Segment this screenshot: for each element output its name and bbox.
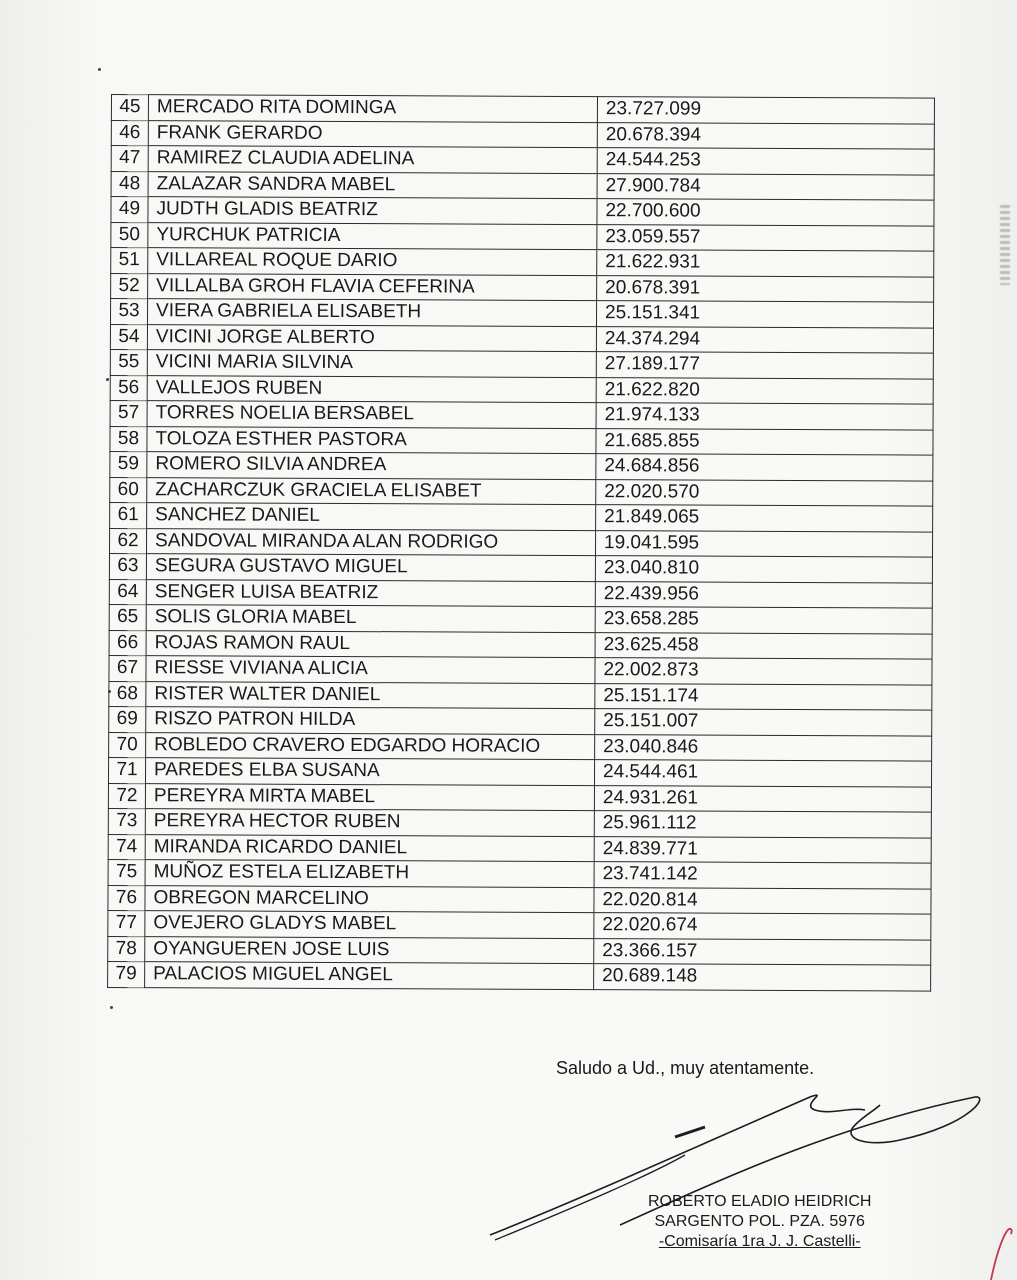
person-name: SEGURA GUSTAVO MIGUEL bbox=[146, 554, 595, 581]
person-name: MERCADO RITA DOMINGA bbox=[148, 95, 597, 122]
speck bbox=[98, 68, 101, 71]
row-number: 46 bbox=[111, 120, 148, 146]
table-row bbox=[108, 783, 931, 812]
person-name: ROJAS RAMON RAUL bbox=[146, 630, 595, 657]
document-number: 24.544.461 bbox=[594, 760, 931, 787]
row-number: 72 bbox=[108, 783, 145, 809]
table-row bbox=[108, 834, 931, 863]
table-row bbox=[111, 146, 934, 175]
table-row bbox=[110, 502, 933, 531]
row-number: 50 bbox=[111, 222, 148, 248]
person-name: VIERA GABRIELA ELISABETH bbox=[147, 299, 596, 326]
row-number: 61 bbox=[110, 502, 147, 528]
row-number: 75 bbox=[108, 859, 145, 885]
person-name: OYANGUEREN JOSE LUIS bbox=[145, 936, 594, 963]
closing-salutation: Saludo a Ud., muy atentamente. bbox=[556, 1058, 815, 1078]
person-name: TOLOZA ESTHER PASTORA bbox=[147, 426, 596, 453]
table-row bbox=[108, 910, 931, 939]
document-number: 24.374.294 bbox=[596, 326, 933, 353]
row-number: 63 bbox=[109, 553, 146, 579]
document-number: 25.151.174 bbox=[595, 683, 932, 710]
document-number: 21.622.931 bbox=[597, 250, 934, 277]
table-row bbox=[110, 400, 933, 429]
document-number: 24.931.261 bbox=[594, 785, 931, 812]
document-number: 23.741.142 bbox=[594, 862, 931, 889]
document-number: 25.151.007 bbox=[595, 709, 932, 736]
table-row bbox=[108, 936, 931, 965]
table-row bbox=[109, 732, 932, 761]
table-row bbox=[110, 426, 933, 455]
table-row bbox=[108, 961, 931, 990]
speck bbox=[110, 1006, 113, 1009]
table-row bbox=[111, 273, 934, 302]
document-number: 24.684.856 bbox=[596, 454, 933, 481]
document-number: 20.678.394 bbox=[597, 122, 934, 149]
table-row bbox=[111, 248, 934, 277]
row-number: 64 bbox=[109, 579, 146, 605]
bleed-through-smudge bbox=[1000, 205, 1010, 285]
row-number: 67 bbox=[109, 655, 146, 681]
person-name: TORRES NOELIA BERSABEL bbox=[147, 401, 596, 428]
person-name: SENGER LUISA BEATRIZ bbox=[146, 579, 595, 606]
table-row bbox=[110, 349, 933, 378]
red-pen-mark bbox=[985, 1225, 1015, 1280]
signatory-name: ROBERTO ELADIO HEIDRICH bbox=[648, 1193, 872, 1210]
document-number: 19.041.595 bbox=[595, 530, 932, 557]
document-number: 22.020.674 bbox=[594, 913, 931, 940]
table-row bbox=[109, 604, 932, 633]
person-name: VILLAREAL ROQUE DARIO bbox=[148, 248, 597, 275]
person-name: MIRANDA RICARDO DANIEL bbox=[145, 834, 594, 861]
document-number: 23.059.557 bbox=[597, 224, 934, 251]
signatory-office: -Comisaría 1ra J. J. Castelli- bbox=[658, 1233, 861, 1250]
person-name: VILLALBA GROH FLAVIA CEFERINA bbox=[148, 273, 597, 300]
row-number: 47 bbox=[111, 146, 148, 172]
document-number: 23.625.458 bbox=[595, 632, 932, 659]
row-number: 55 bbox=[110, 349, 147, 375]
row-number: 74 bbox=[108, 834, 145, 860]
document-number: 21.849.065 bbox=[596, 505, 933, 532]
table-row bbox=[108, 757, 931, 786]
table-row bbox=[108, 859, 931, 888]
document-number: 23.658.285 bbox=[595, 607, 932, 634]
row-number: 59 bbox=[110, 451, 147, 477]
document-number: 27.900.784 bbox=[597, 173, 934, 200]
document-number: 20.678.391 bbox=[597, 275, 934, 302]
person-name: RISZO PATRON HILDA bbox=[146, 707, 595, 734]
person-name: ZALAZAR SANDRA MABEL bbox=[148, 171, 597, 198]
table-row bbox=[109, 579, 932, 608]
person-name: JUDTH GLADIS BEATRIZ bbox=[148, 197, 597, 224]
document-number: 23.727.099 bbox=[597, 97, 934, 124]
row-number: 79 bbox=[108, 961, 145, 987]
person-name: MUÑOZ ESTELA ELIZABETH bbox=[145, 860, 594, 887]
person-name: OVEJERO GLADYS MABEL bbox=[145, 911, 594, 938]
table-row bbox=[109, 681, 932, 710]
person-name: ZACHARCZUK GRACIELA ELISABET bbox=[147, 477, 596, 504]
document-number: 25.961.112 bbox=[594, 811, 931, 838]
row-number: 76 bbox=[108, 885, 145, 911]
roster-table-container bbox=[107, 94, 935, 991]
person-name: PAREDES ELBA SUSANA bbox=[145, 758, 594, 785]
document-number: 23.040.810 bbox=[595, 556, 932, 583]
person-name: ROBLEDO CRAVERO EDGARDO HORACIO bbox=[146, 732, 595, 759]
row-number: 62 bbox=[109, 528, 146, 554]
person-name: RISTER WALTER DANIEL bbox=[146, 681, 595, 708]
table-row bbox=[111, 120, 934, 149]
row-number: 60 bbox=[110, 477, 147, 503]
person-name: FRANK GERARDO bbox=[148, 120, 597, 147]
person-name: PALACIOS MIGUEL ANGEL bbox=[145, 962, 594, 989]
person-name: RAMIREZ CLAUDIA ADELINA bbox=[148, 146, 597, 173]
row-number: 53 bbox=[110, 299, 147, 325]
row-number: 45 bbox=[111, 95, 148, 121]
table-row bbox=[111, 171, 934, 200]
table-row bbox=[110, 375, 933, 404]
signatory-rank: SARGENTO POL. PZA. 5976 bbox=[654, 1213, 865, 1230]
row-number: 65 bbox=[109, 604, 146, 630]
table-row bbox=[109, 630, 932, 659]
person-name: ROMERO SILVIA ANDREA bbox=[147, 452, 596, 479]
row-number: 77 bbox=[108, 910, 145, 936]
document-number: 24.839.771 bbox=[594, 836, 931, 863]
row-number: 78 bbox=[108, 936, 145, 962]
row-number: 57 bbox=[110, 400, 147, 426]
row-number: 68 bbox=[109, 681, 146, 707]
row-number: 52 bbox=[111, 273, 148, 299]
person-name: RIESSE VIVIANA ALICIA bbox=[146, 656, 595, 683]
table-row bbox=[111, 222, 934, 251]
document-number: 21.974.133 bbox=[596, 403, 933, 430]
document-number: 22.020.570 bbox=[596, 479, 933, 506]
row-number: 49 bbox=[111, 197, 148, 223]
document-number: 23.040.846 bbox=[595, 734, 932, 761]
person-name: OBREGON MARCELINO bbox=[145, 885, 594, 912]
document-number: 20.689.148 bbox=[594, 964, 931, 991]
row-number: 56 bbox=[110, 375, 147, 401]
table-row bbox=[108, 808, 931, 837]
table-row bbox=[108, 885, 931, 914]
table-row bbox=[109, 655, 932, 684]
row-number: 69 bbox=[109, 706, 146, 732]
person-name: VALLEJOS RUBEN bbox=[147, 375, 596, 402]
row-number: 66 bbox=[109, 630, 146, 656]
row-number: 71 bbox=[108, 757, 145, 783]
row-number: 54 bbox=[110, 324, 147, 350]
table-row bbox=[109, 706, 932, 735]
table-row bbox=[110, 477, 933, 506]
table-row bbox=[109, 528, 932, 557]
document-number: 22.439.956 bbox=[595, 581, 932, 608]
person-name: VICINI MARIA SILVINA bbox=[147, 350, 596, 377]
document-number: 27.189.177 bbox=[596, 352, 933, 379]
table-row bbox=[111, 197, 934, 226]
table-row bbox=[111, 95, 934, 124]
row-number: 58 bbox=[110, 426, 147, 452]
roster-table-body bbox=[108, 95, 935, 991]
person-name: PEREYRA MIRTA MABEL bbox=[145, 783, 594, 810]
person-name: VICINI JORGE ALBERTO bbox=[147, 324, 596, 351]
person-name: SANDOVAL MIRANDA ALAN RODRIGO bbox=[146, 528, 595, 555]
document-number: 22.700.600 bbox=[597, 199, 934, 226]
document-number: 24.544.253 bbox=[597, 148, 934, 175]
table-row bbox=[109, 553, 932, 582]
signature-block bbox=[648, 1192, 871, 1252]
speck bbox=[106, 378, 109, 381]
document-number: 21.685.855 bbox=[596, 428, 933, 455]
table-row bbox=[110, 324, 933, 353]
person-name: PEREYRA HECTOR RUBEN bbox=[145, 809, 594, 836]
document-number: 21.622.820 bbox=[596, 377, 933, 404]
person-name: YURCHUK PATRICIA bbox=[148, 222, 597, 249]
document-number: 23.366.157 bbox=[594, 938, 931, 965]
row-number: 48 bbox=[111, 171, 148, 197]
row-number: 70 bbox=[109, 732, 146, 758]
document-number: 22.002.873 bbox=[595, 658, 932, 685]
document-number: 25.151.341 bbox=[596, 301, 933, 328]
row-number: 73 bbox=[108, 808, 145, 834]
person-name: SOLIS GLORIA MABEL bbox=[146, 605, 595, 632]
roster-table bbox=[107, 94, 935, 991]
document-number: 22.020.814 bbox=[594, 887, 931, 914]
table-row bbox=[110, 451, 933, 480]
person-name: SANCHEZ DANIEL bbox=[147, 503, 596, 530]
table-row bbox=[110, 299, 933, 328]
row-number: 51 bbox=[111, 248, 148, 274]
